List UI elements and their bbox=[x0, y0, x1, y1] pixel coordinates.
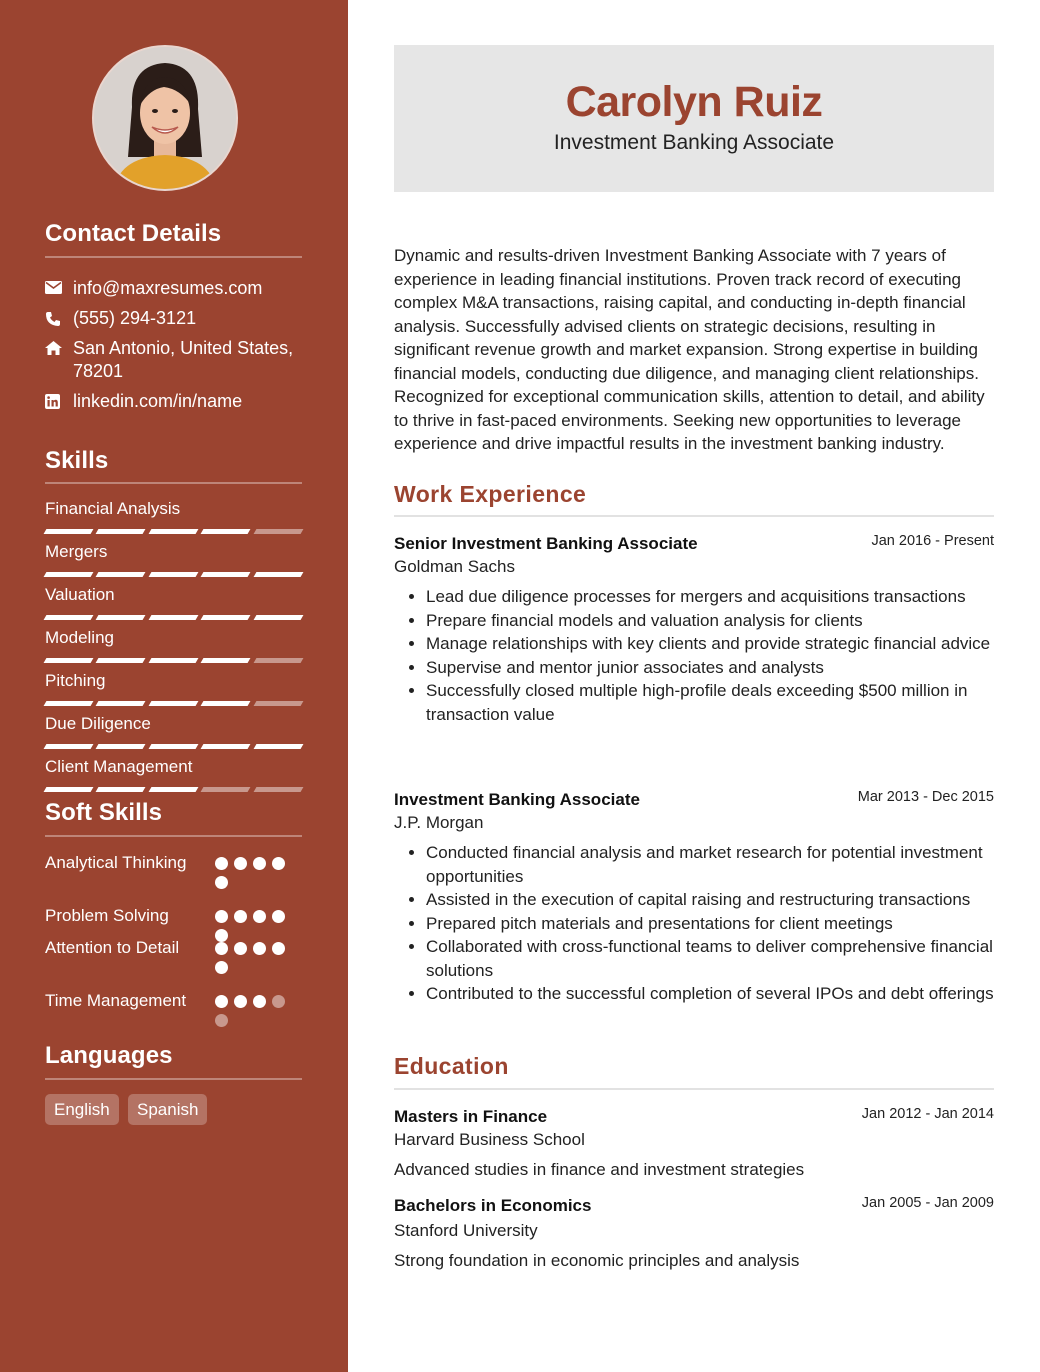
job-role: Senior Investment Banking Associate bbox=[394, 534, 698, 553]
soft-skill-name: Analytical Thinking bbox=[45, 853, 187, 872]
job-bullet: • Prepared pitch materials and presentations for client meetings bbox=[426, 912, 994, 936]
skill-name: Client Management bbox=[45, 757, 193, 776]
rating-dot bbox=[253, 942, 266, 955]
skill-level-bar bbox=[45, 787, 302, 792]
contact-phone[interactable] bbox=[45, 307, 302, 330]
skill-level-segment bbox=[148, 787, 198, 792]
job-bullet: • Supervise and mentor junior associates and analysts bbox=[426, 656, 994, 680]
education-description: Strong foundation in economic principles and analysis bbox=[394, 1251, 800, 1270]
skill-level-segment bbox=[201, 529, 251, 534]
job-bullet: • Assisted in the execution of capital raising and restructuring transactions bbox=[426, 888, 994, 912]
skill-level-segment bbox=[253, 701, 303, 706]
contact-location-text: San Antonio, United States, 78201 bbox=[73, 338, 294, 381]
contact-email-text: info@maxresumes.com bbox=[73, 278, 263, 298]
soft-skill-row bbox=[45, 851, 302, 875]
skill-level-bar bbox=[45, 615, 302, 620]
skill-level-segment bbox=[44, 658, 94, 663]
soft-skill-rating bbox=[215, 857, 295, 889]
rating-dot bbox=[272, 857, 285, 870]
rating-dot bbox=[272, 910, 285, 923]
rating-dot bbox=[215, 1014, 228, 1027]
sidebar bbox=[0, 0, 348, 1372]
education-school: Stanford University bbox=[394, 1221, 538, 1240]
job-bullet: • Manage relationships with key clients and provide strategic financial advice bbox=[426, 632, 994, 656]
envelope-icon bbox=[45, 277, 73, 294]
skill-level-segment bbox=[148, 529, 198, 534]
skill-level-segment bbox=[96, 529, 146, 534]
rating-dot bbox=[215, 961, 228, 974]
rating-dot bbox=[215, 876, 228, 889]
education-divider bbox=[394, 1088, 994, 1090]
skill-name: Due Diligence bbox=[45, 714, 151, 733]
soft-skill-name: Time Management bbox=[45, 991, 187, 1010]
skill-level-bar bbox=[45, 658, 302, 663]
job-bullet: • Lead due diligence processes for mergers and acquisitions transactions bbox=[426, 585, 994, 609]
education-degree: Masters in Finance bbox=[394, 1107, 548, 1126]
soft-skills-divider bbox=[45, 835, 302, 837]
skill-level-segment bbox=[44, 529, 94, 534]
job-bullet: • Conducted financial analysis and market research for potential investment opportunities bbox=[426, 841, 994, 888]
skill-level-segment bbox=[96, 658, 146, 663]
education-description: Advanced studies in finance and investment strategies bbox=[394, 1160, 805, 1179]
education-degree: Bachelors in Economics bbox=[394, 1196, 592, 1215]
rating-dot bbox=[234, 857, 247, 870]
language-chip: Spanish bbox=[128, 1094, 207, 1125]
job-bullet: • Contributed to the successful completion of several IPOs and debt offerings bbox=[426, 982, 994, 1006]
skill-level-segment bbox=[201, 615, 251, 620]
candidate-title: Investment Banking Associate bbox=[553, 131, 835, 154]
skill-level-segment bbox=[253, 744, 303, 749]
job-dates: Jan 2016 - Present bbox=[871, 533, 994, 549]
skill-level-segment bbox=[253, 529, 303, 534]
skill-level-bar bbox=[45, 701, 302, 706]
skill-level-bar bbox=[45, 529, 302, 534]
education-section-title: Education bbox=[394, 1053, 509, 1079]
rating-dot bbox=[253, 910, 266, 923]
skill-level-segment bbox=[201, 787, 251, 792]
rating-dot bbox=[253, 995, 266, 1008]
phone-icon bbox=[45, 307, 73, 327]
soft-skill-row bbox=[45, 904, 302, 928]
skill-level-segment bbox=[253, 615, 303, 620]
rating-dot bbox=[234, 995, 247, 1008]
skill-level-segment bbox=[201, 572, 251, 577]
profile-summary: Dynamic and results-driven Investment Banking Associate with 7 years of experience in leading financial institutions. Proven track record of executing complex M&A transactions, raising capital, and conducting in-depth financial analysis. Successfully advised clients on strategic decisions, resulting in significant revenue growth and market expansion. Strong expertise in building financial models, conducting due diligence, and managing client relationships. Recognized for exceptional communication skills, attention to detail, and ability to thrive in fast-paced environments. Seeking new opportunities to leverage experience and drive impactful results in the investment banking industry. bbox=[394, 246, 985, 453]
skill-level-segment bbox=[201, 744, 251, 749]
skill-level-segment bbox=[44, 701, 94, 706]
rating-dot bbox=[215, 910, 228, 923]
rating-dot bbox=[253, 857, 266, 870]
languages-section-title: Languages bbox=[45, 1042, 173, 1069]
work-divider bbox=[394, 515, 994, 517]
skill-level-segment bbox=[201, 658, 251, 663]
skill-level-segment bbox=[96, 787, 146, 792]
job-company: J.P. Morgan bbox=[394, 813, 484, 832]
skill-level-segment bbox=[148, 744, 198, 749]
rating-dot bbox=[215, 942, 228, 955]
soft-skill-name: Attention to Detail bbox=[45, 938, 180, 957]
skills-section-title: Skills bbox=[45, 447, 109, 474]
profile-photo bbox=[92, 45, 238, 191]
work-section-title: Work Experience bbox=[394, 481, 587, 507]
skill-level-segment bbox=[44, 615, 94, 620]
skill-name: Modeling bbox=[45, 628, 114, 647]
skill-level-segment bbox=[253, 787, 303, 792]
education-dates: Jan 2005 - Jan 2009 bbox=[861, 1195, 994, 1211]
rating-dot bbox=[215, 857, 228, 870]
linkedin-icon bbox=[45, 390, 73, 409]
skill-level-segment bbox=[44, 744, 94, 749]
job-bullet: • Prepare financial models and valuation analysis for clients bbox=[426, 609, 994, 633]
rating-dot bbox=[215, 995, 228, 1008]
skill-level-segment bbox=[148, 615, 198, 620]
skill-name: Pitching bbox=[45, 671, 106, 690]
languages-divider bbox=[45, 1078, 302, 1080]
skill-name: Valuation bbox=[45, 585, 115, 604]
job-dates: Mar 2013 - Dec 2015 bbox=[857, 789, 994, 805]
skill-level-segment bbox=[96, 701, 146, 706]
rating-dot bbox=[234, 910, 247, 923]
job-bullets bbox=[394, 585, 994, 726]
education-school: Harvard Business School bbox=[394, 1130, 585, 1149]
education-dates: Jan 2012 - Jan 2014 bbox=[861, 1106, 994, 1122]
contact-linkedin-text: linkedin.com/in/name bbox=[73, 391, 243, 411]
contact-section-title: Contact Details bbox=[45, 220, 222, 247]
soft-skill-row bbox=[45, 989, 302, 1013]
skill-level-segment bbox=[253, 658, 303, 663]
candidate-name: Carolyn Ruiz bbox=[565, 78, 823, 126]
skill-level-bar bbox=[45, 744, 302, 749]
job-company: Goldman Sachs bbox=[394, 557, 515, 576]
soft-skill-rating bbox=[215, 942, 295, 974]
skill-level-segment bbox=[96, 572, 146, 577]
skill-level-segment bbox=[253, 572, 303, 577]
skill-level-bar bbox=[45, 572, 302, 577]
contact-location bbox=[45, 337, 302, 383]
header-banner bbox=[394, 45, 994, 192]
skill-level-segment bbox=[96, 615, 146, 620]
skill-level-segment bbox=[44, 572, 94, 577]
contact-email[interactable] bbox=[45, 277, 302, 300]
skill-name: Mergers bbox=[45, 542, 108, 561]
skill-level-segment bbox=[148, 572, 198, 577]
skill-level-segment bbox=[201, 701, 251, 706]
job-role: Investment Banking Associate bbox=[394, 790, 640, 809]
skill-level-segment bbox=[44, 787, 94, 792]
skill-level-segment bbox=[96, 744, 146, 749]
soft-skills-section-title: Soft Skills bbox=[45, 799, 163, 826]
rating-dot bbox=[234, 942, 247, 955]
job-bullet: • Successfully closed multiple high-profile deals exceeding $500 million in transaction value bbox=[426, 679, 994, 726]
rating-dot bbox=[272, 942, 285, 955]
home-icon bbox=[45, 337, 73, 355]
contact-linkedin[interactable] bbox=[45, 390, 302, 413]
skill-name: Financial Analysis bbox=[45, 499, 181, 518]
contact-phone-text: (555) 294-3121 bbox=[73, 308, 197, 328]
skill-level-segment bbox=[148, 658, 198, 663]
soft-skill-rating bbox=[215, 995, 295, 1027]
skill-level-segment bbox=[148, 701, 198, 706]
soft-skill-name: Problem Solving bbox=[45, 906, 169, 925]
contact-divider bbox=[45, 256, 302, 258]
job-bullet: • Collaborated with cross-functional teams to deliver comprehensive financial solutions bbox=[426, 935, 994, 982]
skills-divider bbox=[45, 482, 302, 484]
rating-dot bbox=[272, 995, 285, 1008]
language-chip: English bbox=[45, 1094, 119, 1125]
job-bullets bbox=[394, 841, 994, 1006]
soft-skill-row bbox=[45, 936, 302, 960]
